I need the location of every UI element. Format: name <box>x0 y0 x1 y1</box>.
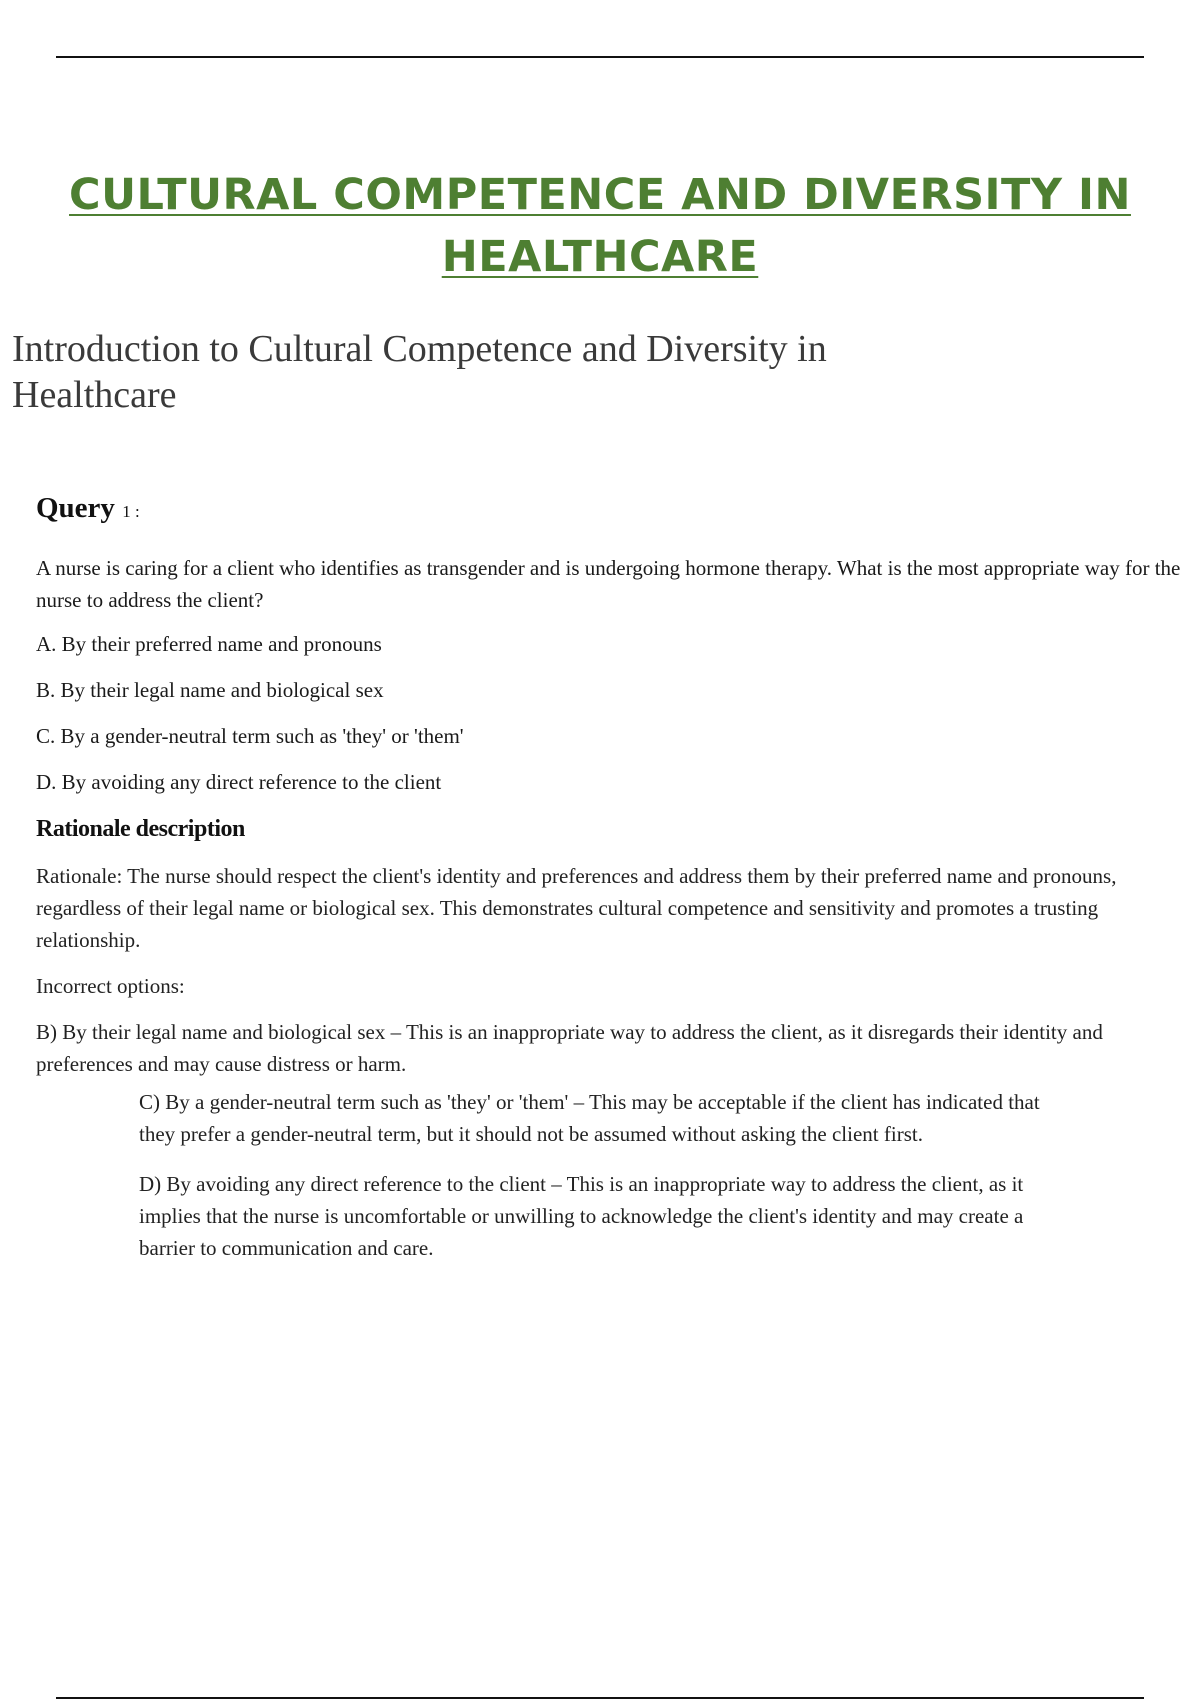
bottom-divider <box>56 1697 1144 1699</box>
rationale-heading: Rationale description <box>36 816 245 842</box>
section-heading: Introduction to Cultural Competence and Diversity in Healthcare <box>12 328 827 416</box>
option-d: D. By avoiding any direct reference to the client <box>36 770 442 794</box>
incorrect-option-c: C) By a gender-neutral term such as 'they' or 'them' – This may be acceptable if the client has indicated that they prefer a gender-neutral term, but it should not be assumed without asking the client first. <box>139 1090 1040 1146</box>
query-number: 1 : <box>122 502 140 521</box>
incorrect-option-b: B) By their legal name and biological sex – This is an inappropriate way to address the client, as it disregards their identity and preferences and may cause distress or harm. <box>36 1020 1103 1076</box>
option-a: A. By their preferred name and pronouns <box>36 632 382 656</box>
document-title <box>0 164 1200 288</box>
incorrect-option-d: D) By avoiding any direct reference to the client – This is an inappropriate way to address the client, as it implies that the nurse is uncomfortable or unwilling to acknowledge the client's identity and may create a barrier to communication and care. <box>139 1172 1024 1260</box>
query-question: A nurse is caring for a client who identifies as transgender and is undergoing hormone therapy. What is the most appropriate way for the nurse to address the client? <box>36 556 1181 612</box>
incorrect-options-label: Incorrect options: <box>36 974 185 998</box>
option-b: B. By their legal name and biological sex <box>36 678 384 702</box>
top-divider <box>56 56 1144 58</box>
query-label <box>36 490 1186 530</box>
option-c: C. By a gender-neutral term such as 'they' or 'them' <box>36 724 464 748</box>
rationale-text: Rationale: The nurse should respect the client's identity and preferences and address them by their preferred name and pronouns, regardless of their legal name or biological sex. This demonstrates cultural competence and sensitivity and promotes a trusting relationship. <box>36 864 1117 952</box>
query-content <box>36 490 1186 1278</box>
document-title-line-2: HEALTHCARE <box>441 232 759 282</box>
query-label-text: Query <box>36 492 115 524</box>
document-title-line-1: CULTURAL COMPETENCE AND DIVERSITY IN <box>69 170 1131 220</box>
